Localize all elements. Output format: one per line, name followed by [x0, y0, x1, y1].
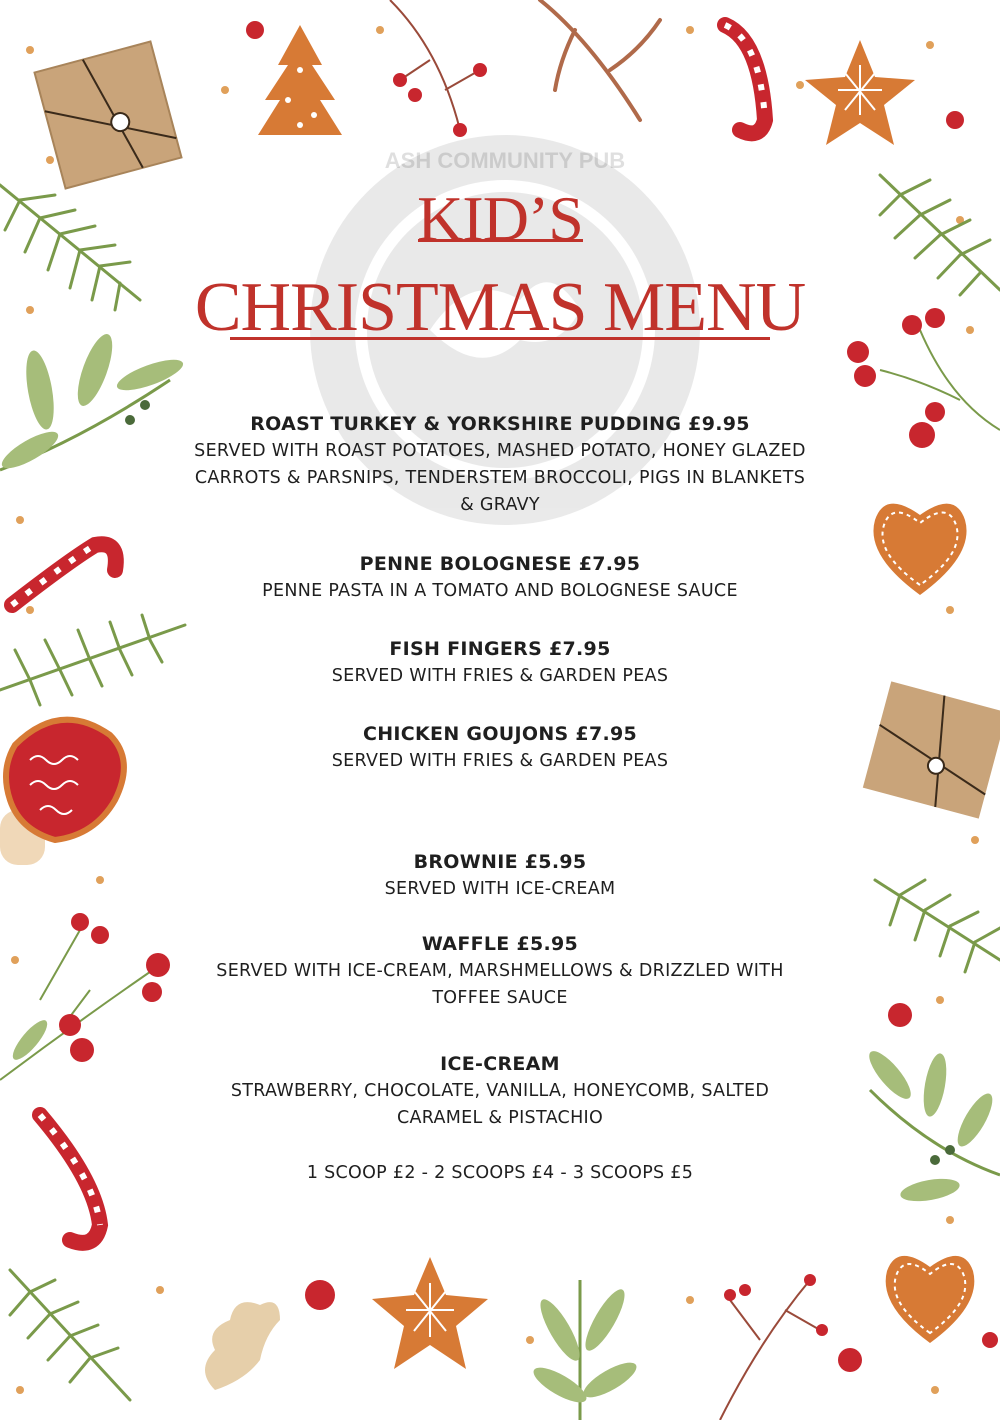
menu-item-name: ICE-CREAM: [440, 1053, 560, 1075]
menu-item: [150, 930, 850, 1012]
menu-item: [150, 1050, 850, 1132]
menu-item-desc: CARAMEL & PISTACHIO: [396, 1108, 604, 1128]
menu-item-desc: & GRAVY: [460, 495, 540, 515]
gingerbread-star-icon: [805, 40, 915, 145]
menu-item-name: FISH FINGERS £7.95: [389, 638, 611, 660]
berry-branch-icon: [0, 913, 170, 1080]
menu-item-desc: SERVED WITH ICE-CREAM: [384, 879, 616, 899]
menu-item-name: CHICKEN GOUJONS £7.95: [362, 723, 638, 745]
menu-item: [150, 410, 850, 519]
menu-item-desc: SERVED WITH ICE-CREAM, MARSHMELLOWS & DRIZZLED WITH: [216, 961, 784, 981]
oak-leaf-icon: [205, 1302, 280, 1390]
mistletoe-icon: [863, 1046, 1000, 1205]
candy-cane-icon: [725, 25, 765, 133]
menu-item: [150, 720, 850, 775]
menu-item-desc: SERVED WITH FRIES & GARDEN PEAS: [331, 751, 669, 771]
candy-cane-icon: [40, 1115, 100, 1243]
mistletoe-icon: [529, 1280, 641, 1420]
candy-cane-icon: [12, 544, 116, 605]
gingerbread-heart-icon: [873, 504, 966, 595]
pine-branch-icon: [10, 1270, 130, 1400]
menu-item-name: BROWNIE £5.95: [413, 851, 587, 873]
menu-item-desc: PENNE PASTA IN A TOMATO AND BOLOGNESE SAUCE: [262, 581, 738, 601]
bare-branch-icon: [540, 0, 660, 120]
menu-item-name: PENNE BOLOGNESE £7.95: [359, 553, 641, 575]
menu-item-name: ROAST TURKEY & YORKSHIRE PUDDING £9.95: [250, 413, 750, 435]
gingerbread-star-icon: [372, 1257, 488, 1369]
pine-branch-icon: [875, 880, 1000, 972]
gift-box-icon: [35, 42, 182, 189]
menu-item-desc: TOFFEE SAUCE: [432, 988, 568, 1008]
gingerbread-heart-icon: [886, 1256, 975, 1343]
menu-item-desc: STRAWBERRY, CHOCOLATE, VANILLA, HONEYCOMB, SALTED: [230, 1081, 770, 1101]
menu-item-name: WAFFLE £5.95: [421, 933, 579, 955]
title-line-1: KID’S: [417, 183, 583, 254]
mitten-cookie-icon: [0, 720, 124, 865]
gift-box-icon: [863, 681, 1000, 818]
watermark-text: ASH COMMUNITY PUB: [384, 148, 626, 173]
menu-item: [150, 848, 850, 903]
menu-item: [150, 550, 850, 605]
menu-item-desc: SERVED WITH FRIES & GARDEN PEAS: [331, 666, 669, 686]
menu-item-desc: CARROTS & PARSNIPS, TENDERSTEM BROCCOLI, PIGS IN BLANKETS: [194, 468, 806, 488]
menu-item: [150, 635, 850, 690]
gingerbread-tree-icon: [258, 25, 342, 135]
title-line-2: CHRISTMAS MENU: [194, 269, 806, 346]
berry-branch-icon: [390, 0, 487, 137]
scoop-pricing-note: 1 SCOOP £2 - 2 SCOOPS £4 - 3 SCOOPS £5: [306, 1163, 694, 1183]
menu-item-desc: SERVED WITH ROAST POTATOES, MASHED POTATO, HONEY GLAZED: [194, 441, 806, 461]
berry-branch-icon: [720, 1274, 828, 1420]
